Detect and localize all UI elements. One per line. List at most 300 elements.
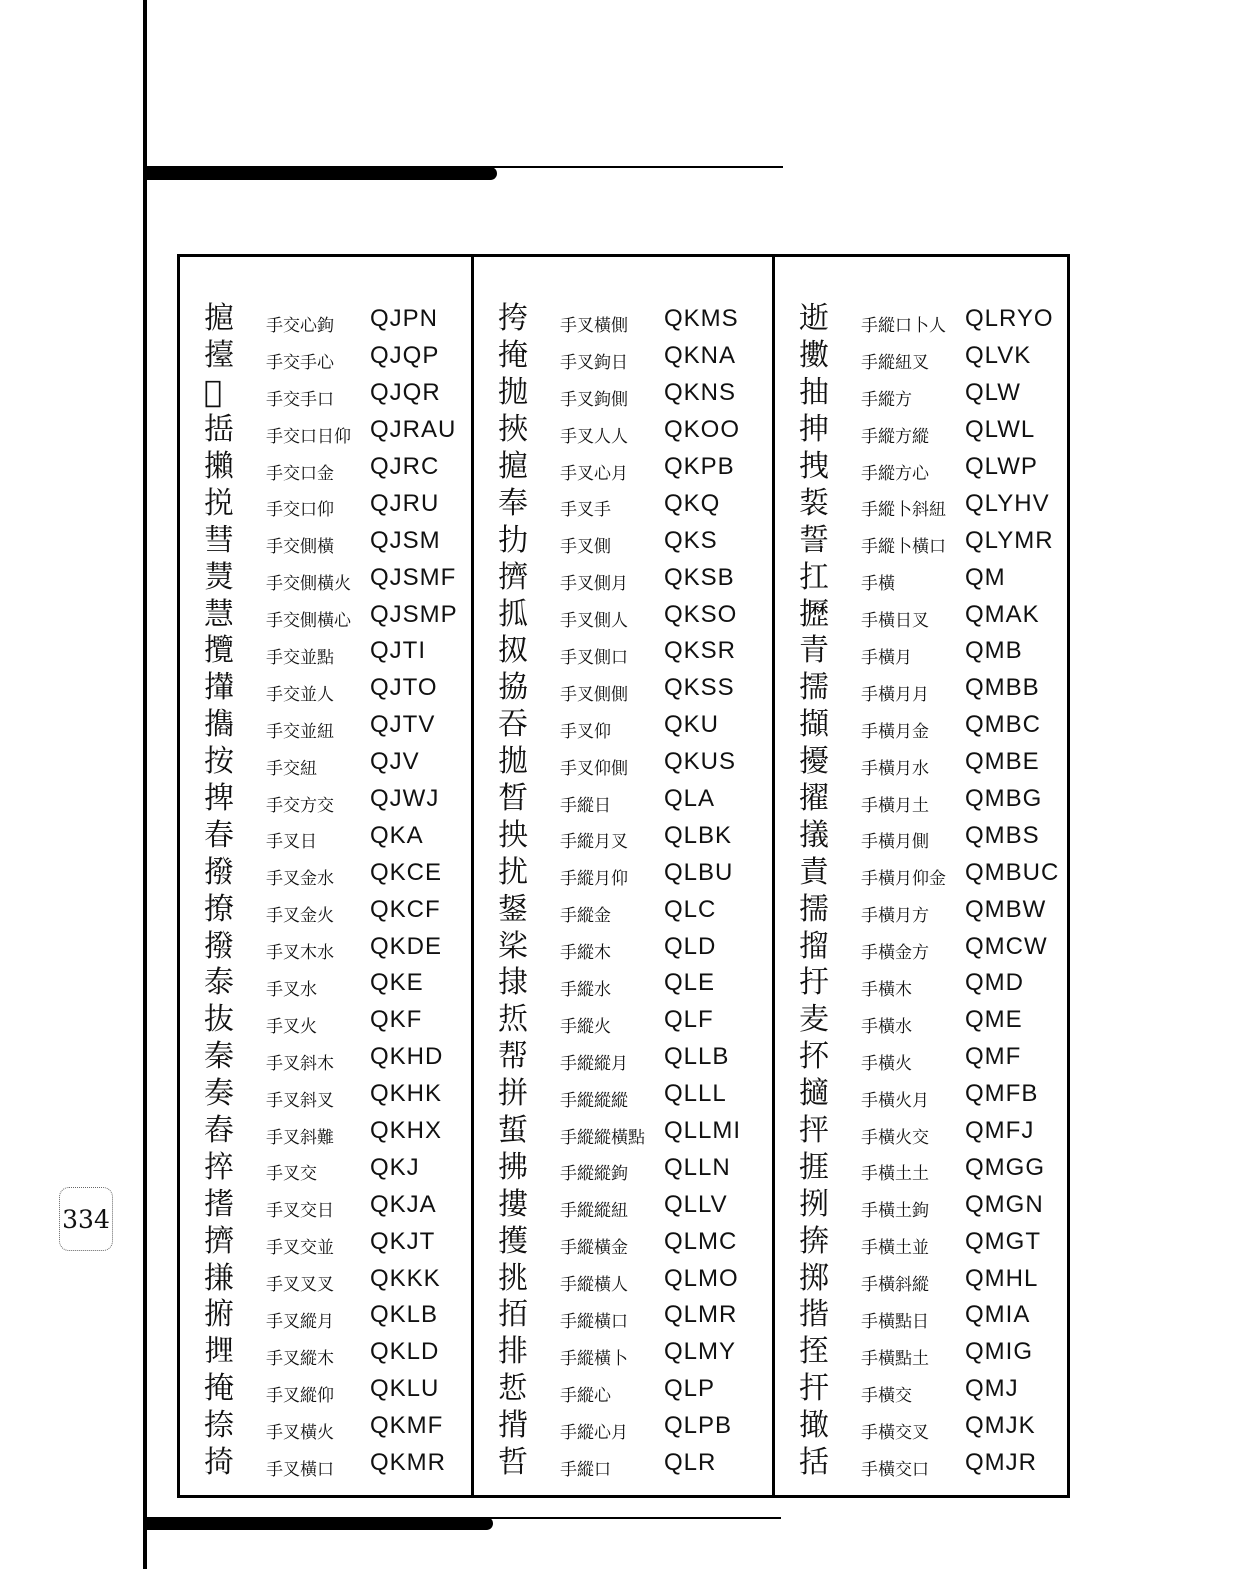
- table-row: [474, 1223, 772, 1260]
- radicals-cell: 手橫月月: [861, 684, 929, 705]
- radicals-cell: 手橫斜縱: [861, 1275, 929, 1296]
- table-row: [775, 1334, 1067, 1371]
- radicals-cell: 手橫火交: [861, 1127, 929, 1148]
- radicals-cell: 手縱橫人: [560, 1275, 628, 1296]
- radicals-cell: 手交方交: [266, 795, 334, 816]
- character-cell: 扜: [799, 965, 829, 1001]
- radicals-cell: 手叉仰側: [560, 758, 628, 779]
- table-column-3: [772, 257, 1067, 1495]
- radicals-cell: 手橫金方: [861, 943, 929, 964]
- code-cell: QKLD: [370, 1338, 440, 1366]
- character-cell: 攬: [204, 633, 234, 669]
- character-cell: 擡: [204, 338, 234, 374]
- table-row: [775, 928, 1067, 965]
- character-cell: 㨭: [498, 449, 528, 484]
- character-cell: 按: [204, 744, 234, 780]
- table-column-1: [180, 257, 471, 1495]
- code-cell: QJRU: [370, 489, 440, 517]
- code-cell: QLA: [664, 785, 716, 813]
- character-cell: 撥: [204, 928, 234, 964]
- character-cell: 𢫦: [498, 1297, 528, 1333]
- table-row: [775, 596, 1067, 633]
- code-cell: QJWJ: [370, 785, 440, 813]
- character-cell: 排: [498, 1334, 528, 1370]
- code-cell: QMGG: [965, 1153, 1045, 1181]
- character-cell: 扞: [799, 1371, 829, 1407]
- code-cell: QLMY: [664, 1338, 737, 1366]
- table-row: [775, 338, 1067, 375]
- radicals-cell: 手交心鉤: [266, 315, 334, 336]
- page-number: 334: [62, 1204, 110, 1234]
- code-cell: QKJ: [370, 1153, 420, 1181]
- character-cell: 攆: [204, 670, 234, 706]
- character-cell: 擠: [204, 1223, 234, 1259]
- radicals-cell: 手縱月叉: [560, 832, 628, 853]
- table-row: [474, 485, 772, 522]
- character-cell: 麦: [799, 1002, 829, 1038]
- code-cell: QMCW: [965, 932, 1048, 960]
- table-row: [775, 891, 1067, 928]
- radicals-cell: 手橫點日: [861, 1311, 929, 1332]
- table-row: [180, 301, 471, 338]
- radicals-cell: 手縱縱縱: [560, 1090, 628, 1111]
- character-cell: 搘: [204, 1186, 234, 1222]
- table-row: [775, 1408, 1067, 1445]
- code-cell: QKSO: [664, 600, 738, 628]
- code-cell: QKMS: [664, 305, 739, 333]
- code-cell: QLW: [965, 379, 1021, 407]
- code-cell: QJV: [370, 748, 420, 776]
- character-cell: 挑: [498, 1260, 528, 1296]
- table-row: [180, 1113, 471, 1150]
- character-cell: 扰: [498, 854, 528, 890]
- radicals-cell: 手交側橫: [266, 537, 334, 558]
- code-cell: QLMR: [664, 1301, 738, 1329]
- code-cell: QMFB: [965, 1080, 1039, 1108]
- radicals-cell: 手縱縱鉤: [560, 1164, 628, 1185]
- radicals-cell: 手叉側口: [560, 647, 628, 668]
- table-row: [775, 1002, 1067, 1039]
- table-row: [474, 301, 772, 338]
- code-cell: QLR: [664, 1449, 717, 1477]
- character-cell: 揩: [799, 1297, 829, 1333]
- page-number-box: [59, 1187, 113, 1251]
- table-row: [180, 522, 471, 559]
- table-row: [474, 928, 772, 965]
- character-cell: 撥: [204, 854, 234, 890]
- table-row: [775, 854, 1067, 891]
- character-cell: 焎: [498, 1002, 528, 1038]
- table-row: [474, 338, 772, 375]
- code-cell: QLLL: [664, 1080, 727, 1108]
- table-row: [474, 965, 772, 1002]
- code-cell: QKHX: [370, 1117, 443, 1145]
- radicals-cell: 手縱水: [560, 979, 611, 1000]
- character-cell: 㨨: [799, 928, 829, 964]
- radicals-cell: 手縱金: [560, 906, 611, 927]
- table-row: [180, 1076, 471, 1113]
- table-row: [180, 1371, 471, 1408]
- table-row: [775, 412, 1067, 449]
- radicals-cell: 手叉縱木: [266, 1348, 334, 1369]
- code-cell: QMBW: [965, 895, 1047, 923]
- code-cell: QMBC: [965, 711, 1041, 739]
- code-cell: QJSM: [370, 526, 441, 554]
- radicals-cell: 手縱心月: [560, 1422, 628, 1443]
- radicals-cell: 手交側橫心: [266, 611, 351, 632]
- code-cell: QLLB: [664, 1043, 730, 1071]
- character-cell: 鋬: [498, 891, 528, 927]
- radicals-cell: 手橫月仰金: [861, 869, 946, 890]
- code-cell: QKHK: [370, 1080, 443, 1108]
- table-row: [180, 412, 471, 449]
- code-cell: QKLB: [370, 1301, 439, 1329]
- radicals-cell: 手縱縱橫點: [560, 1127, 645, 1148]
- character-cell: 捽: [204, 1149, 234, 1185]
- table-row: [180, 817, 471, 854]
- table-row: [775, 1149, 1067, 1186]
- code-cell: QKF: [370, 1006, 423, 1034]
- radicals-cell: 手橫交口: [861, 1459, 929, 1480]
- code-cell: QKKK: [370, 1264, 441, 1292]
- code-cell: QKE: [370, 969, 424, 997]
- radicals-cell: 手縱日: [560, 795, 611, 816]
- character-cell: 擷: [799, 707, 829, 743]
- radicals-cell: 手縱木: [560, 943, 611, 964]
- radicals-cell: 手叉側側: [560, 684, 628, 705]
- table-row: [775, 1297, 1067, 1334]
- code-cell: QLC: [664, 895, 717, 923]
- code-cell: QM: [965, 563, 1006, 591]
- table-row: [180, 1445, 471, 1482]
- table-row: [775, 449, 1067, 486]
- character-cell: 挎: [498, 301, 528, 337]
- table-row: [180, 781, 471, 818]
- code-cell: QMBE: [965, 748, 1040, 776]
- table-row: [180, 928, 471, 965]
- table-row: [474, 1334, 772, 1371]
- character-cell: 拼: [498, 1076, 528, 1112]
- character-cell: 捭: [204, 781, 234, 817]
- table-row: [474, 1076, 772, 1113]
- character-cell: 裚: [799, 485, 829, 521]
- radicals-cell: 手橫水: [861, 1016, 912, 1037]
- character-cell: 拹: [498, 670, 528, 706]
- code-cell: QJSMP: [370, 600, 458, 628]
- code-cell: QMD: [965, 969, 1024, 997]
- code-cell: QKNA: [664, 342, 737, 370]
- code-cell: QLBU: [664, 858, 734, 886]
- character-cell: 泰: [204, 965, 234, 1001]
- table-row: [474, 1408, 772, 1445]
- table-row: [474, 744, 772, 781]
- code-cell: QMBG: [965, 785, 1043, 813]
- character-cell: 挃: [799, 1334, 829, 1370]
- code-cell: QKSS: [664, 674, 735, 702]
- character-cell: 拋: [498, 744, 528, 780]
- code-cell: QKUS: [664, 748, 737, 776]
- character-cell: 攋: [204, 449, 234, 484]
- character-cell: 擠: [498, 559, 528, 595]
- radicals-cell: 手交並紐: [266, 721, 334, 742]
- table-row: [775, 1113, 1067, 1150]
- radicals-cell: 手叉心月: [560, 463, 628, 484]
- code-cell: QLWP: [965, 453, 1038, 480]
- character-cell: 熭: [204, 559, 234, 595]
- table-row: [775, 1186, 1067, 1223]
- character-cell: 捺: [204, 1408, 234, 1444]
- character-cell: 捸: [498, 965, 528, 1001]
- character-cell: 抻: [799, 412, 829, 448]
- table-row: [775, 1076, 1067, 1113]
- radicals-cell: 手橫月側: [861, 832, 929, 853]
- character-cell: 舂: [204, 1113, 234, 1149]
- character-cell: 抔: [799, 1039, 829, 1075]
- table-row: [180, 670, 471, 707]
- code-cell: QJTI: [370, 637, 426, 665]
- character-cell: 掩: [498, 338, 528, 374]
- character-cell: 𢲪: [204, 1334, 234, 1370]
- table-row: [180, 559, 471, 596]
- code-cell: QLYMR: [965, 526, 1054, 554]
- code-cell: QJRAU: [370, 416, 457, 444]
- table-row: [775, 744, 1067, 781]
- code-cell: QMJK: [965, 1412, 1036, 1440]
- code-cell: QJTV: [370, 711, 436, 739]
- character-cell: 扐: [498, 522, 528, 558]
- table-row: [474, 817, 772, 854]
- radicals-cell: 手縱月仰: [560, 869, 628, 890]
- code-cell: QLD: [664, 932, 717, 960]
- code-cell: QKQ: [664, 489, 721, 517]
- table-row: [775, 1371, 1067, 1408]
- radicals-cell: 手橫日叉: [861, 611, 929, 632]
- radicals-cell: 手縱口卜人: [861, 315, 946, 336]
- character-cell: 搛: [204, 1260, 234, 1296]
- code-cell: QMBS: [965, 821, 1040, 849]
- radicals-cell: 手橫火月: [861, 1090, 929, 1111]
- table-row: [180, 854, 471, 891]
- code-cell: QMIA: [965, 1301, 1031, 1329]
- code-cell: QJQR: [370, 379, 441, 407]
- character-cell: 拽: [799, 449, 829, 484]
- radicals-cell: 手叉交日: [266, 1201, 334, 1222]
- table-row: [775, 301, 1067, 338]
- code-cell: QKCE: [370, 858, 443, 886]
- character-cell: 擻: [799, 338, 829, 374]
- radicals-cell: 手縱方縱: [861, 426, 929, 447]
- code-cell: QLLN: [664, 1153, 731, 1181]
- table-row: [180, 1260, 471, 1297]
- character-cell: 拂: [498, 1149, 528, 1185]
- radicals-cell: 手縱口: [560, 1459, 611, 1480]
- table-row: [775, 1223, 1067, 1260]
- code-cell: QKA: [370, 821, 424, 849]
- radicals-cell: 手交紐: [266, 758, 317, 779]
- code-cell: QJQP: [370, 342, 440, 370]
- code-cell: QJSMF: [370, 563, 457, 591]
- table-row: [180, 965, 471, 1002]
- table-row: [474, 1445, 772, 1482]
- radicals-cell: 手縱橫口: [560, 1311, 628, 1332]
- code-cell: QKPB: [664, 453, 735, 480]
- character-cell: 㩦: [204, 707, 234, 743]
- radicals-cell: 手橫月水: [861, 758, 929, 779]
- character-cell: 晳: [498, 781, 528, 817]
- table-row: [474, 412, 772, 449]
- code-cell: QLLMI: [664, 1117, 742, 1145]
- character-cell: 掩: [204, 1371, 234, 1407]
- table-row: [775, 375, 1067, 412]
- bottom-thick-rule: [147, 1517, 493, 1530]
- character-cell: 捝: [204, 485, 234, 521]
- code-cell: QLF: [664, 1006, 714, 1034]
- radicals-cell: 手叉側: [560, 537, 611, 558]
- radicals-cell: 手橫火: [861, 1053, 912, 1074]
- character-cell: 撩: [204, 891, 234, 927]
- character-cell: 抛: [498, 375, 528, 411]
- code-cell: QKOO: [664, 416, 741, 444]
- table-row: [180, 449, 471, 486]
- character-cell: 擿: [799, 1076, 829, 1112]
- radicals-cell: 手叉交並: [266, 1238, 334, 1259]
- character-cell: 桬: [498, 928, 528, 964]
- radicals-cell: 手叉金火: [266, 906, 334, 927]
- character-cell: 吞: [498, 707, 528, 743]
- table-row: [180, 485, 471, 522]
- radicals-cell: 手叉橫火: [266, 1422, 334, 1443]
- table-row: [180, 707, 471, 744]
- radicals-cell: 手叉火: [266, 1016, 317, 1037]
- code-cell: QLP: [664, 1375, 716, 1403]
- radicals-cell: 手叉金水: [266, 869, 334, 890]
- code-cell: QMAK: [965, 600, 1040, 628]
- code-cell: QMB: [965, 637, 1023, 665]
- radicals-cell: 手叉木水: [266, 943, 334, 964]
- code-cell: QMGN: [965, 1190, 1044, 1218]
- code-cell: QMJR: [965, 1449, 1037, 1477]
- code-cell: QJPN: [370, 305, 439, 333]
- table-row: [474, 1002, 772, 1039]
- character-cell: 抽: [799, 375, 829, 411]
- table-row: [474, 1186, 772, 1223]
- character-cell: 㩘: [799, 817, 829, 853]
- table-row: [474, 781, 772, 818]
- code-cell: QMFJ: [965, 1117, 1035, 1145]
- radicals-cell: 手縱紐叉: [861, 352, 929, 373]
- character-cell: 逝: [799, 301, 829, 337]
- character-cell: 捳: [204, 412, 234, 448]
- radicals-cell: 手縱卜斜紐: [861, 500, 946, 521]
- code-cell: QMGT: [965, 1227, 1041, 1255]
- table-row: [474, 1149, 772, 1186]
- character-cell: 哲: [498, 1445, 528, 1481]
- character-cell: 摟: [498, 1186, 528, 1222]
- character-cell: 擩: [799, 670, 829, 706]
- code-cell: QJTO: [370, 674, 438, 702]
- radicals-cell: 手橫: [861, 574, 895, 595]
- character-cell: 㧐: [498, 633, 528, 669]
- radicals-cell: 手交口金: [266, 463, 334, 484]
- table-row: [474, 633, 772, 670]
- radicals-cell: 手交口仰: [266, 500, 334, 521]
- table-row: [775, 707, 1067, 744]
- character-cell: 掷: [799, 1260, 829, 1296]
- table-row: [180, 1149, 471, 1186]
- code-table: [177, 254, 1070, 1498]
- table-row: [474, 1113, 772, 1150]
- character-cell: 抨: [799, 1113, 829, 1149]
- code-cell: QMBB: [965, 674, 1040, 702]
- character-cell: 青: [799, 633, 829, 669]
- character-cell: 𢹪: [204, 375, 223, 411]
- radicals-cell: 手交手心: [266, 352, 334, 373]
- character-cell: 奉: [498, 485, 528, 521]
- character-cell: 掎: [204, 1445, 234, 1481]
- code-cell: QKSB: [664, 563, 735, 591]
- radicals-cell: 手橫交: [861, 1385, 912, 1406]
- radicals-cell: 手叉側人: [560, 611, 628, 632]
- table-row: [180, 1223, 471, 1260]
- code-cell: QKMR: [370, 1449, 446, 1477]
- radicals-cell: 手叉鉤側: [560, 389, 628, 410]
- table-row: [474, 596, 772, 633]
- character-cell: 抜: [204, 1002, 234, 1038]
- table-row: [775, 781, 1067, 818]
- character-cell: 蜇: [498, 1113, 528, 1149]
- table-row: [775, 633, 1067, 670]
- radicals-cell: 手叉側月: [560, 574, 628, 595]
- radicals-cell: 手交並點: [266, 647, 334, 668]
- radicals-cell: 手叉橫側: [560, 315, 628, 336]
- table-row: [474, 891, 772, 928]
- radicals-cell: 手叉鉤日: [560, 352, 628, 373]
- code-cell: QKCF: [370, 895, 441, 923]
- table-row: [474, 670, 772, 707]
- code-cell: QMF: [965, 1043, 1022, 1071]
- code-cell: QMBUC: [965, 858, 1060, 886]
- radicals-cell: 手橫木: [861, 979, 912, 1000]
- code-cell: QMIG: [965, 1338, 1033, 1366]
- code-cell: QLYHV: [965, 489, 1050, 517]
- table-row: [474, 449, 772, 486]
- table-row: [474, 707, 772, 744]
- code-cell: QKHD: [370, 1043, 444, 1071]
- table-row: [775, 1445, 1067, 1482]
- table-row: [180, 1297, 471, 1334]
- radicals-cell: 手縱方心: [861, 463, 929, 484]
- table-row: [180, 744, 471, 781]
- code-cell: QKNS: [664, 379, 737, 407]
- radicals-cell: 手叉斜木: [266, 1053, 334, 1074]
- table-row: [775, 559, 1067, 596]
- character-cell: 秦: [204, 1039, 234, 1075]
- code-cell: QME: [965, 1006, 1023, 1034]
- radicals-cell: 手橫交叉: [861, 1422, 929, 1443]
- radicals-cell: 手叉橫口: [266, 1459, 334, 1480]
- radicals-cell: 手叉人人: [560, 426, 628, 447]
- table-row: [180, 891, 471, 928]
- radicals-cell: 手叉斜叉: [266, 1090, 334, 1111]
- table-row: [180, 633, 471, 670]
- character-cell: 春: [204, 817, 234, 853]
- radicals-cell: 手叉仰: [560, 721, 611, 742]
- radicals-cell: 手縱方: [861, 389, 912, 410]
- radicals-cell: 手叉縱仰: [266, 1385, 334, 1406]
- character-cell: 擾: [799, 744, 829, 780]
- character-cell: 奏: [204, 1076, 234, 1112]
- radicals-cell: 手交手口: [266, 389, 334, 410]
